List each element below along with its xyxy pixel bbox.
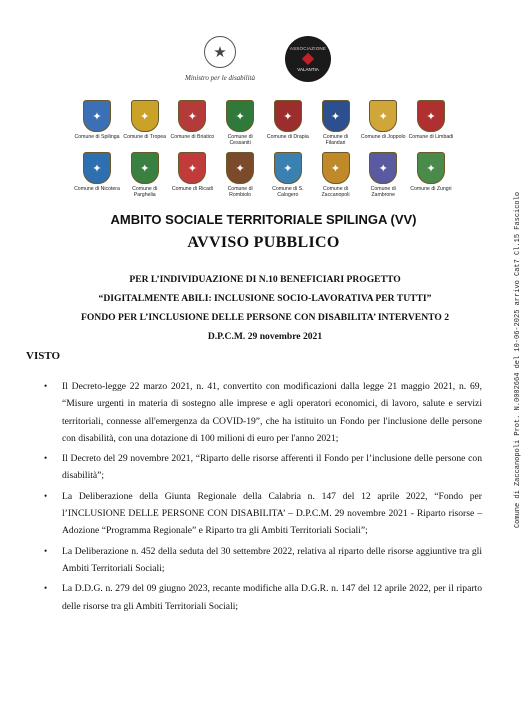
- comune-crest: ✦ Comune di Joppolo: [360, 100, 406, 146]
- comune-crest: ✦ Comune di Ricadi: [169, 152, 215, 198]
- crest-row: [74, 152, 454, 198]
- comune-crest: ✦ Comune di Filandari: [313, 100, 359, 146]
- coat-of-arms-icon: ✦: [417, 100, 445, 132]
- association-name: ASSOCIAZIONE: [289, 46, 327, 51]
- coat-of-arms-icon: ✦: [274, 152, 302, 184]
- coat-of-arms-icon: ✦: [369, 100, 397, 132]
- subtitle-line: “DIGITALMENTE ABILI: INCLUSIONE SOCIO-LAVORATIVA PER TUTTI”: [98, 293, 432, 304]
- comune-crest: ✦ Comune di Zambrone: [360, 152, 406, 198]
- protocol-stamp-text: Comune di Zaccanopoli Prot. N.0002664 del 10-06-2025 arrivo Cat7 Cl.15 Fascicolo: [514, 191, 522, 529]
- list-item: • Il Decreto-legge 22 marzo 2021, n. 41, convertito con modificazioni dalla legge 21 maggio 2021, n. 69, “Misure urgenti in materia di sostegno alle imprese e agli operatori economici, di lavoro, salute e servizi territoriali, connesse all'emergenza da COVID-19”, che ha istituito un Fondo per l'inclusione delle persone con disabilità, con una dotazione di 100 milioni di euro per l'anno 2021;: [62, 378, 482, 447]
- comune-crest: ✦ Comune di Zaccanopoli: [313, 152, 359, 198]
- coat-of-arms-icon: ✦: [274, 100, 302, 132]
- subtitle-line: D.P.C.M. 29 novembre 2021: [207, 331, 323, 342]
- comune-crest: ✦ Comune di Rombiolo: [217, 152, 263, 198]
- comune-crest: ✦ Comune di Parghelia: [122, 152, 168, 198]
- coat-of-arms-icon: ✦: [178, 152, 206, 184]
- ministry-logo: [170, 36, 270, 82]
- coat-of-arms-icon: ✦: [226, 152, 254, 184]
- comune-crest: ✦ Comune di Limbadi: [408, 100, 454, 146]
- document-subtitle: [30, 270, 500, 346]
- coat-of-arms-icon: ✦: [83, 152, 111, 184]
- ministry-caption: Ministro per le disabilità: [185, 74, 255, 82]
- panther-icon: ◆: [301, 50, 315, 67]
- crest-row: [74, 100, 454, 146]
- italian-emblem-icon: ★: [204, 36, 236, 68]
- comune-crest: ✦ Comune di Drapia: [265, 100, 311, 146]
- list-item: • La Deliberazione n. 452 della seduta del 30 settembre 2022, relativa al riparto delle risorse aggiuntive tra gli Ambiti Territoriali Sociali;: [62, 543, 482, 578]
- comune-crest: ✦ Comune di Nicotera: [74, 152, 120, 198]
- subtitle-line: FONDO PER L’INCLUSIONE DELLE PERSONE CON DISABILITA’ INTERVENTO 2: [80, 312, 450, 323]
- visto-list: [62, 378, 482, 618]
- ambito-heading: AMBITO SOCIALE TERRITORIALE SPILINGA (VV): [110, 212, 417, 227]
- list-item: • Il Decreto del 29 novembre 2021, “Riparto delle risorse afferenti il Fondo per l’inclusione delle persone con disabilità”;: [62, 450, 482, 485]
- subtitle-line: PER L’INDIVIDUAZIONE DI N.10 BENEFICIARI PROGETTO: [129, 274, 401, 285]
- document-title: AVVISO PUBBLICO: [187, 234, 340, 251]
- comune-crest: ✦ Comune di Briatico: [169, 100, 215, 146]
- comuni-crests: [74, 100, 454, 204]
- coat-of-arms-icon: ✦: [178, 100, 206, 132]
- comune-crest: ✦ Comune di S. Calogero: [265, 152, 311, 198]
- coat-of-arms-icon: ✦: [417, 152, 445, 184]
- coat-of-arms-icon: ✦: [131, 100, 159, 132]
- header-logos: [0, 36, 527, 88]
- comune-crest: ✦ Comune di Cessaniti: [217, 100, 263, 146]
- association-subname: VALANTIA: [297, 67, 319, 72]
- coat-of-arms-icon: ✦: [226, 100, 254, 132]
- visto-heading: VISTO: [26, 350, 61, 362]
- list-item: • La Deliberazione della Giunta Regionale della Calabria n. 147 del 12 aprile 2022, “Fondo per l’INCLUSIONE DELLE PERSONE CON DISABILITA’ – D.P.C.M. 29 novembre 2021 - Riparto risorse – Adozione “Programma Regionale” e Riparto tra gli Ambiti Territoriali Sociali”;: [62, 488, 482, 540]
- comune-crest: ✦ Comune di Spilinga: [74, 100, 120, 146]
- coat-of-arms-icon: ✦: [83, 100, 111, 132]
- list-item: • La D.D.G. n. 279 del 09 giugno 2023, recante modifiche alla D.G.R. n. 147 del 12 aprile 2022, per il riparto delle risorse tra gli Ambiti Territoriali Sociali;: [62, 580, 482, 615]
- comune-crest: ✦ Comune di Tropea: [122, 100, 168, 146]
- coat-of-arms-icon: ✦: [322, 152, 350, 184]
- coat-of-arms-icon: ✦: [131, 152, 159, 184]
- coat-of-arms-icon: ✦: [369, 152, 397, 184]
- coat-of-arms-icon: ✦: [322, 100, 350, 132]
- comune-crest: ✦ Comune di Zungri: [408, 152, 454, 198]
- association-logo: [285, 36, 331, 82]
